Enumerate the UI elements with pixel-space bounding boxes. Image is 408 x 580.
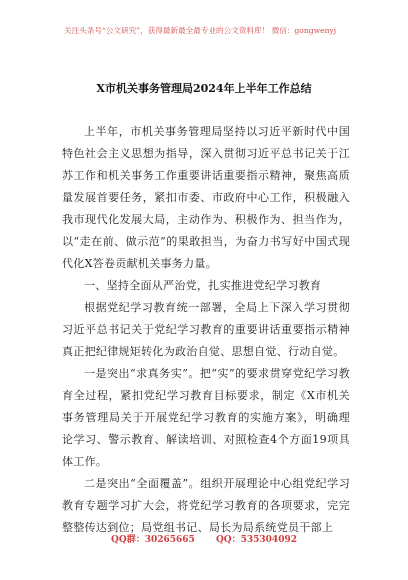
paragraph-point-1: 一是突出“求真务实”。把“实”的要求贯穿党纪学习教育全过程，紧扣党纪学习教育目标要求，制定《X市机关事务管理局关于开展党纪学习教育的实施方案》，明确理论学习、警示教育、解读培训、对照检查4个方面19项具体工作。 xyxy=(62,367,350,468)
footer-qq-number: QQ：535304092 xyxy=(215,535,297,545)
footer-qq-group: QQ群：30265665 xyxy=(111,535,195,545)
document-body xyxy=(62,121,350,539)
paragraph-intro: 上半年，市机关事务管理局坚持以习近平新时代中国特色社会主义思想为指导，深入贯彻习近平总书记关于江苏工作和机关事务工作重要讲话重要指示精神，聚焦高质量发展首要任务，紧扣市委、市政府中心工作，积极融入我市现代化发展大局，主动作为、积极作为、担当作为，以“走在前、做示范”的果敢担当，为奋力书写好中国式现代化X答卷贡献机关事务力量。 xyxy=(62,125,350,270)
footer-contact xyxy=(0,534,408,546)
document-title: X市机关事务管理局2024年上半年工作总结 xyxy=(96,82,312,95)
section-heading-1: 一、坚持全面从严治党，扎实推进党纪学习教育 xyxy=(84,279,322,292)
paragraph-point-2: 二是突出“全面覆盖”。组织开展理论中心组党纪学习教育专题学习扩大会，将党纪学习教育的各项要求，完完整整传达到位；局党组书记、局长为局系统党员干部上 xyxy=(62,477,350,534)
paragraph-section-1: 根据党纪学习教育统一部署，全局上下深入学习贯彻习近平总书记关于党纪学习教育的重要讲话重要指示精神真正把纪律规矩转化为政治自觉、思想自觉、行动自觉。 xyxy=(62,301,350,358)
header-banner: 关注头条号“公文研究”，获得最新最全最专业的公文资料库！ 微信：gongwenyj xyxy=(64,26,337,35)
